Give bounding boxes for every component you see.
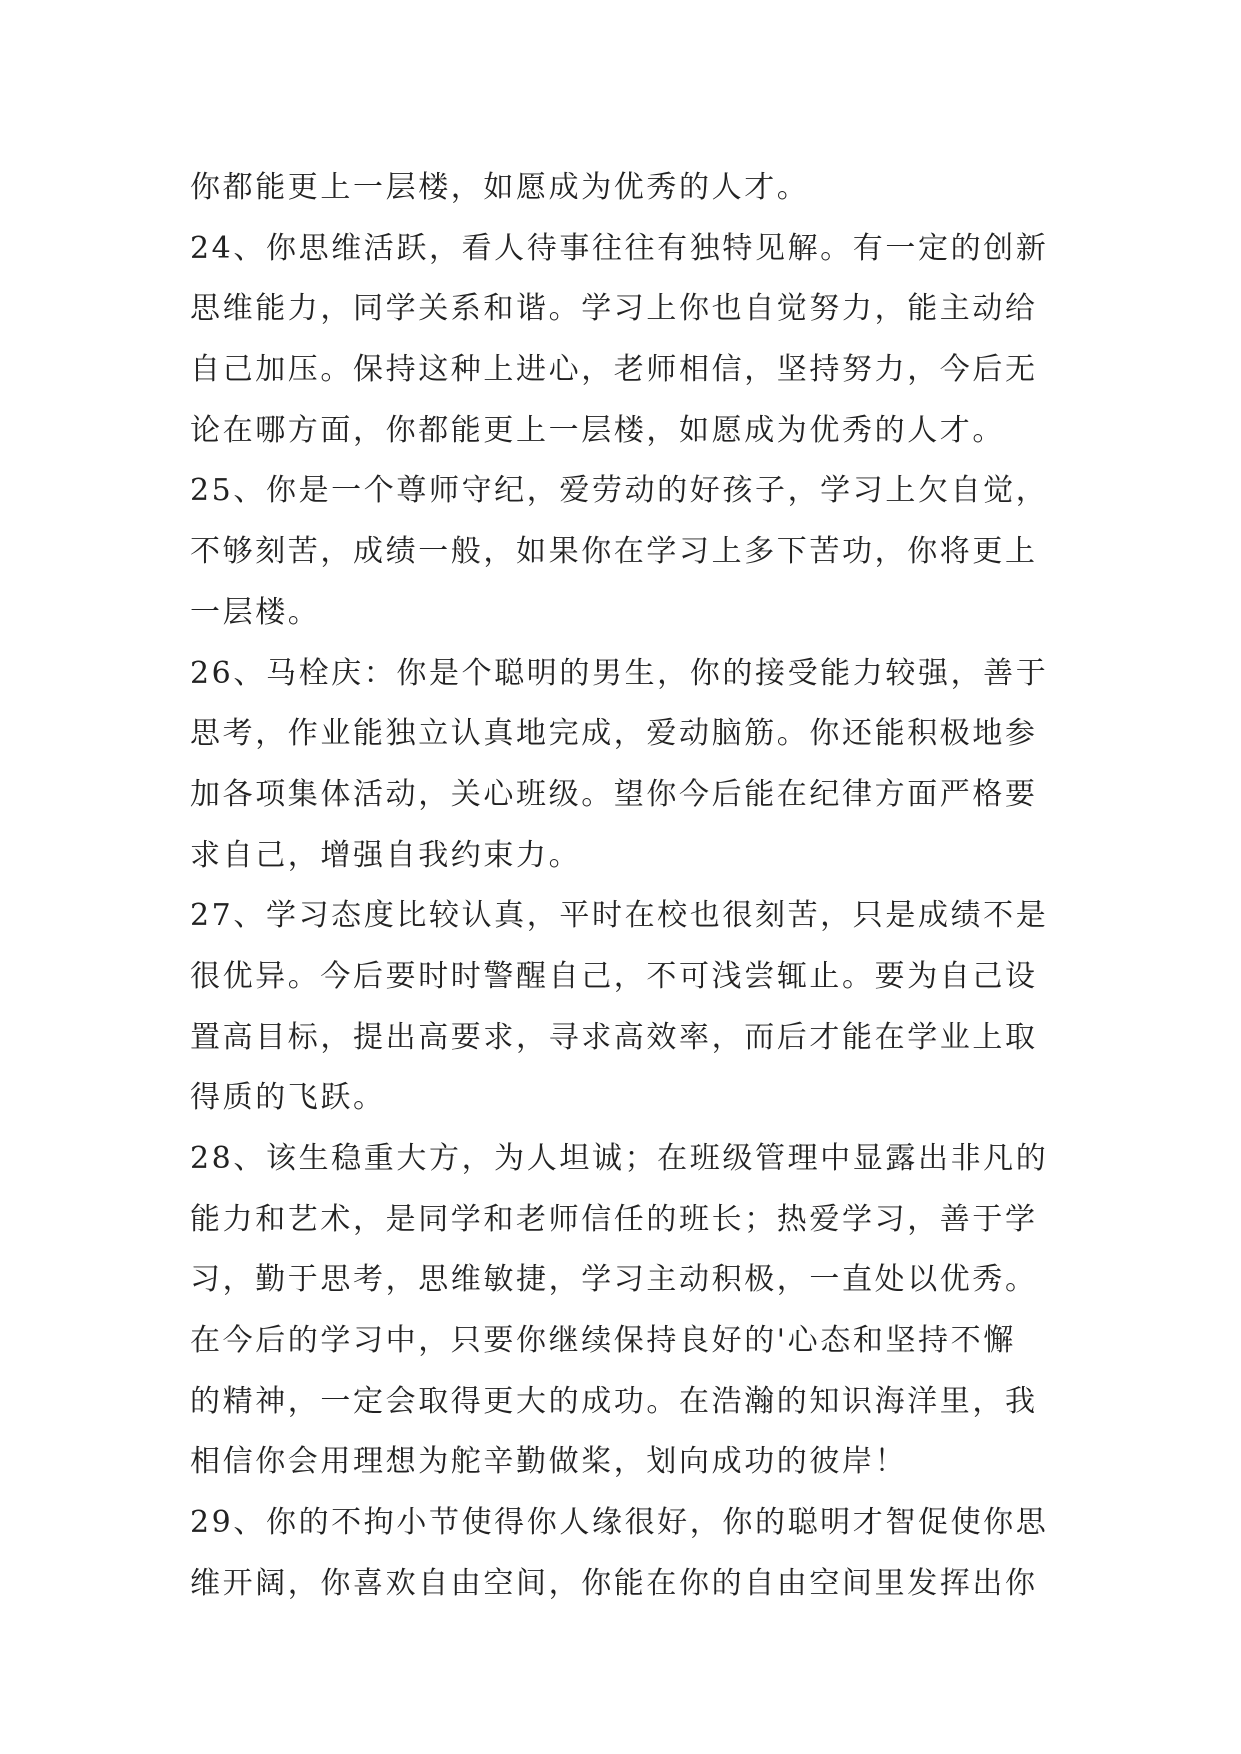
text-line: 的精神，一定会取得更大的成功。在浩瀚的知识海洋里，我 [190, 1383, 1038, 1419]
text-line: 28、该生稳重大方，为人坦诚；在班级管理中显露出非凡的 [190, 1141, 1049, 1176]
text-line: 一层楼。 [190, 594, 321, 630]
document-body [190, 158, 1070, 1615]
text-line: 在今后的学习中，只要你继续保持良好的'心态和坚持不懈 [190, 1323, 1016, 1359]
text-line: 24、你思维活跃，看人待事往往有独特见解。有一定的创新 [190, 230, 1049, 266]
text-line: 不够刻苦，成绩一般，如果你在学习上多下苦功，你将更上 [190, 534, 1038, 570]
text-line: 求自己，增强自我约束力。 [190, 837, 582, 873]
text-line: 维开阔，你喜欢自由空间，你能在你的自由空间里发挥出你 [190, 1565, 1038, 1601]
text-line: 27、学习态度比较认真，平时在校也很刻苦，只是成绩不是 [190, 898, 1049, 934]
text-line: 得质的飞跃。 [190, 1080, 386, 1116]
text-line: 能力和艺术，是同学和老师信任的班长；热爱学习，善于学 [190, 1201, 1038, 1237]
text-line: 你都能更上一层楼，如愿成为优秀的人才。 [190, 170, 810, 205]
text-line: 置高目标，提出高要求，寻求高效率，而后才能在学业上取 [190, 1019, 1038, 1055]
text-line: 26、马栓庆：你是个聪明的男生，你的接受能力较强，善于 [190, 655, 1049, 691]
text-line: 论在哪方面，你都能更上一层楼，如愿成为优秀的人才。 [190, 412, 1005, 448]
text-line: 自己加压。保持这种上进心，老师相信，坚持努力，今后无 [190, 352, 1038, 388]
text-line: 25、你是一个尊师守纪，爱劳动的好孩子，学习上欠自觉， [190, 473, 1049, 509]
text-line: 加各项集体活动，关心班级。望你今后能在纪律方面严格要 [190, 776, 1038, 812]
text-line: 相信你会用理想为舵辛勤做桨，划向成功的彼岸！ [190, 1444, 908, 1480]
text-line: 很优异。今后要时时警醒自己，不可浅尝辄止。要为自己设 [190, 958, 1038, 994]
text-line: 29、你的不拘小节使得你人缘很好，你的聪明才智促使你思 [190, 1505, 1049, 1541]
text-line: 习，勤于思考，思维敏捷，学习主动积极，一直处以优秀。 [190, 1262, 1038, 1298]
text-line: 思考，作业能独立认真地完成，爱动脑筋。你还能积极地参 [190, 716, 1038, 752]
text-line: 思维能力，同学关系和谐。学习上你也自觉努力，能主动给 [190, 291, 1038, 327]
